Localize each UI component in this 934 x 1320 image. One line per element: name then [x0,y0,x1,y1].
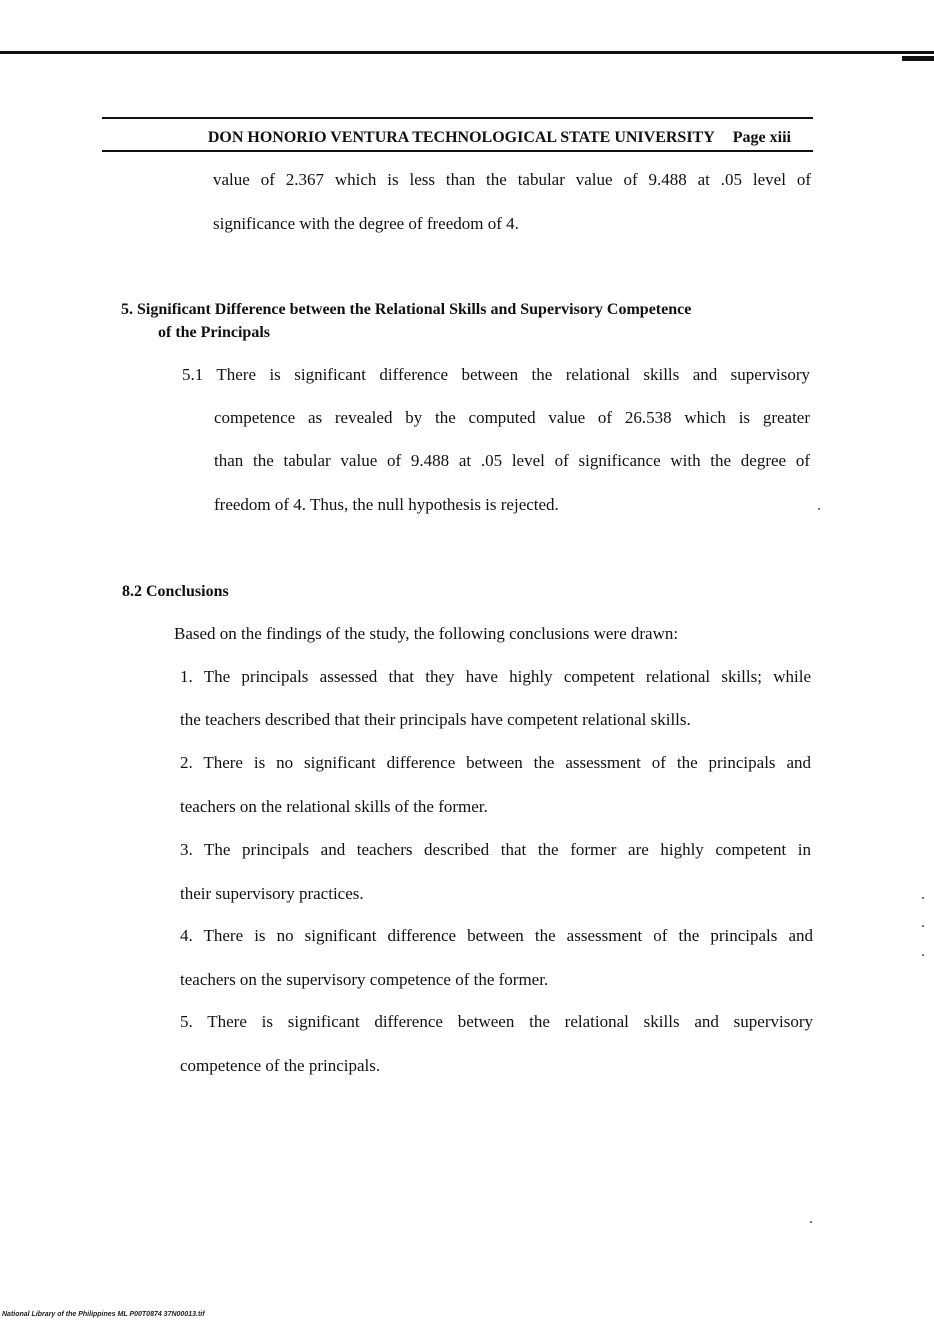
header-bottom-rule [102,150,813,152]
running-header [102,127,813,149]
scan-speck [922,925,924,927]
carryover-line-2: significance with the degree of freedom of 4. [213,214,519,233]
university-name: DON HONORIO VENTURA TECHNOLOGICAL STATE UNIVERSITY [207,129,715,146]
section-5-heading-line-2: of the Principals [158,324,270,341]
conclusions-intro: Based on the findings of the study, the following conclusions were drawn: [174,624,679,643]
scan-speck [922,954,924,956]
conclusion-5-line-1: 5. There is significant difference between the relational skills and supervisory [180,1012,813,1031]
conclusion-2-line-2: teachers on the relational skills of the former. [180,797,488,816]
header-top-rule [102,117,813,119]
conclusion-3-line-1: 3. The principals and teachers described that the former are highly competent in [180,840,811,859]
conclusion-2-line-1: 2. There is no significant difference between the assessment of the principals and [180,753,811,772]
scan-speck [818,508,820,510]
conclusion-5-line-2: competence of the principals. [180,1056,381,1075]
carryover-line-1: value of 2.367 which is less than the tabular value of 9.488 at .05 level of [213,170,811,189]
conclusion-4-line-2: teachers on the supervisory competence of the former. [180,970,549,989]
scan-speck [810,1221,812,1223]
scan-edge-mark [902,56,934,61]
scan-border-line [0,51,934,54]
conclusions-heading: 8.2 Conclusions [122,583,229,600]
finding-5-1-line-4: freedom of 4. Thus, the null hypothesis is rejected. [214,495,559,514]
library-scan-stamp: National Library of the Philippines ML P00T0874 37N00013.tif [2,1311,205,1318]
conclusion-1-line-1: 1. The principals assessed that they have highly competent relational skills; while [180,667,811,686]
scan-speck [922,897,924,899]
finding-5-1-line-2: competence as revealed by the computed value of 26.538 which is greater [214,408,810,427]
conclusion-3-line-2: their supervisory practices. [180,884,364,903]
finding-5-1-line-1: 5.1 There is significant difference between the relational skills and supervisory [182,365,810,384]
conclusion-4-line-1: 4. There is no significant difference between the assessment of the principals and [180,926,813,945]
conclusion-1-line-2: the teachers described that their principals have competent relational skills. [180,710,691,729]
section-5-heading-line-1: 5. Significant Difference between the Relational Skills and Supervisory Competence [121,301,692,318]
page-number: Page xiii [732,129,791,146]
finding-5-1-line-3: than the tabular value of 9.488 at .05 level of significance with the degree of [214,451,810,470]
